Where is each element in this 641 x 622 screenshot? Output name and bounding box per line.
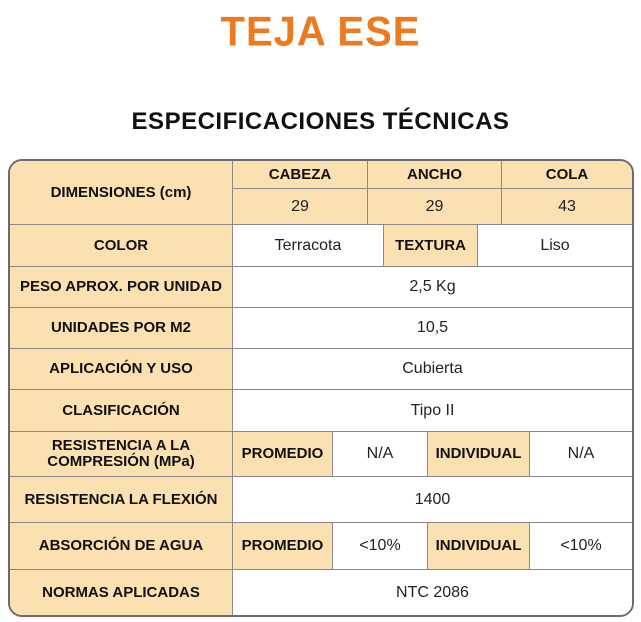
dim-col-cabeza [233,161,368,189]
aplicacion-label [10,349,233,390]
color-value [233,225,384,267]
compresion-promedio-label [233,432,333,477]
flexion-label [10,477,233,523]
absorcion-promedio-label-text: PROMEDIO [241,537,324,554]
absorcion-promedio-value-text: <10% [359,537,401,554]
absorcion-promedio-value [333,523,428,570]
dim-col-cola [502,161,632,189]
color-label-text: COLOR [93,236,149,254]
compresion-promedio-value-text: N/A [366,445,394,462]
dim-col-cola-text: COLA [545,165,589,183]
compresion-individual-value [530,432,632,477]
color-value-text: Terracota [274,236,342,254]
clasificacion-label [10,390,233,432]
compresion-individual-value-text: N/A [567,445,595,462]
peso-label [10,267,233,308]
flexion-label-text: RESISTENCIA LA FLEXIÓN [24,490,218,508]
clasificacion-value [233,390,632,432]
dim-col-ancho-text: ANCHO [407,165,462,183]
aplicacion-value [233,349,632,390]
peso-value-text: 2,5 Kg [409,278,456,295]
aplicacion-label-text: APLICACIÓN Y USO [49,360,193,377]
dim-val-cola-text: 43 [558,197,576,215]
clasificacion-value-text: Tipo II [410,401,455,419]
absorcion-individual-label [428,523,530,570]
textura-value-text: Liso [540,236,570,254]
dim-col-cabeza-text: CABEZA [268,165,332,183]
peso-label-text: PESO APROX. POR UNIDAD [20,278,222,295]
absorcion-individual-label-text: INDIVIDUAL [435,537,522,554]
aplicacion-value-text: Cubierta [402,360,463,377]
unidades-label [10,308,233,349]
textura-label-text: TEXTURA [395,236,466,254]
normas-label-text: NORMAS APLICADAS [42,583,200,601]
normas-label [10,570,233,615]
compresion-promedio-value [333,432,428,477]
absorcion-individual-value-text: <10% [560,537,602,554]
color-label [10,225,233,267]
unidades-value [233,308,632,349]
absorcion-label-text: ABSORCIÓN DE AGUA [38,537,204,554]
normas-value [233,570,632,615]
compresion-label [10,432,233,477]
absorcion-promedio-label [233,523,333,570]
peso-value [233,267,632,308]
unidades-label-text: UNIDADES POR M2 [50,319,192,336]
dim-col-ancho [368,161,502,189]
dim-val-cabeza-text: 29 [291,197,309,215]
dim-val-cola [502,189,632,225]
absorcion-label [10,523,233,570]
textura-value [478,225,632,267]
absorcion-individual-value [530,523,632,570]
dim-val-cabeza [233,189,368,225]
compresion-label-line1: RESISTENCIA A LA [51,437,191,454]
textura-label [384,225,478,267]
dim-val-ancho [368,189,502,225]
compresion-promedio-label-text: PROMEDIO [241,445,324,462]
clasificacion-label-text: CLASIFICACIÓN [62,401,180,419]
dimensiones-label-text: DIMENSIONES (cm) [50,183,192,201]
dimensiones-label [10,161,233,225]
unidades-value-text: 10,5 [416,319,449,336]
flexion-value-text: 1400 [414,490,451,508]
compresion-label-line2: COMPRESIÓN (MPa) [47,453,195,470]
specs-table [8,159,634,617]
compresion-individual-label-text: INDIVIDUAL [435,445,522,462]
section-subtitle: ESPECIFICACIONES TÉCNICAS [131,108,510,135]
dim-val-ancho-text: 29 [425,197,444,215]
compresion-individual-label [428,432,530,477]
normas-value-text: NTC 2086 [396,583,469,601]
flexion-value [233,477,632,523]
page-title: TEJA ESE [220,8,421,56]
